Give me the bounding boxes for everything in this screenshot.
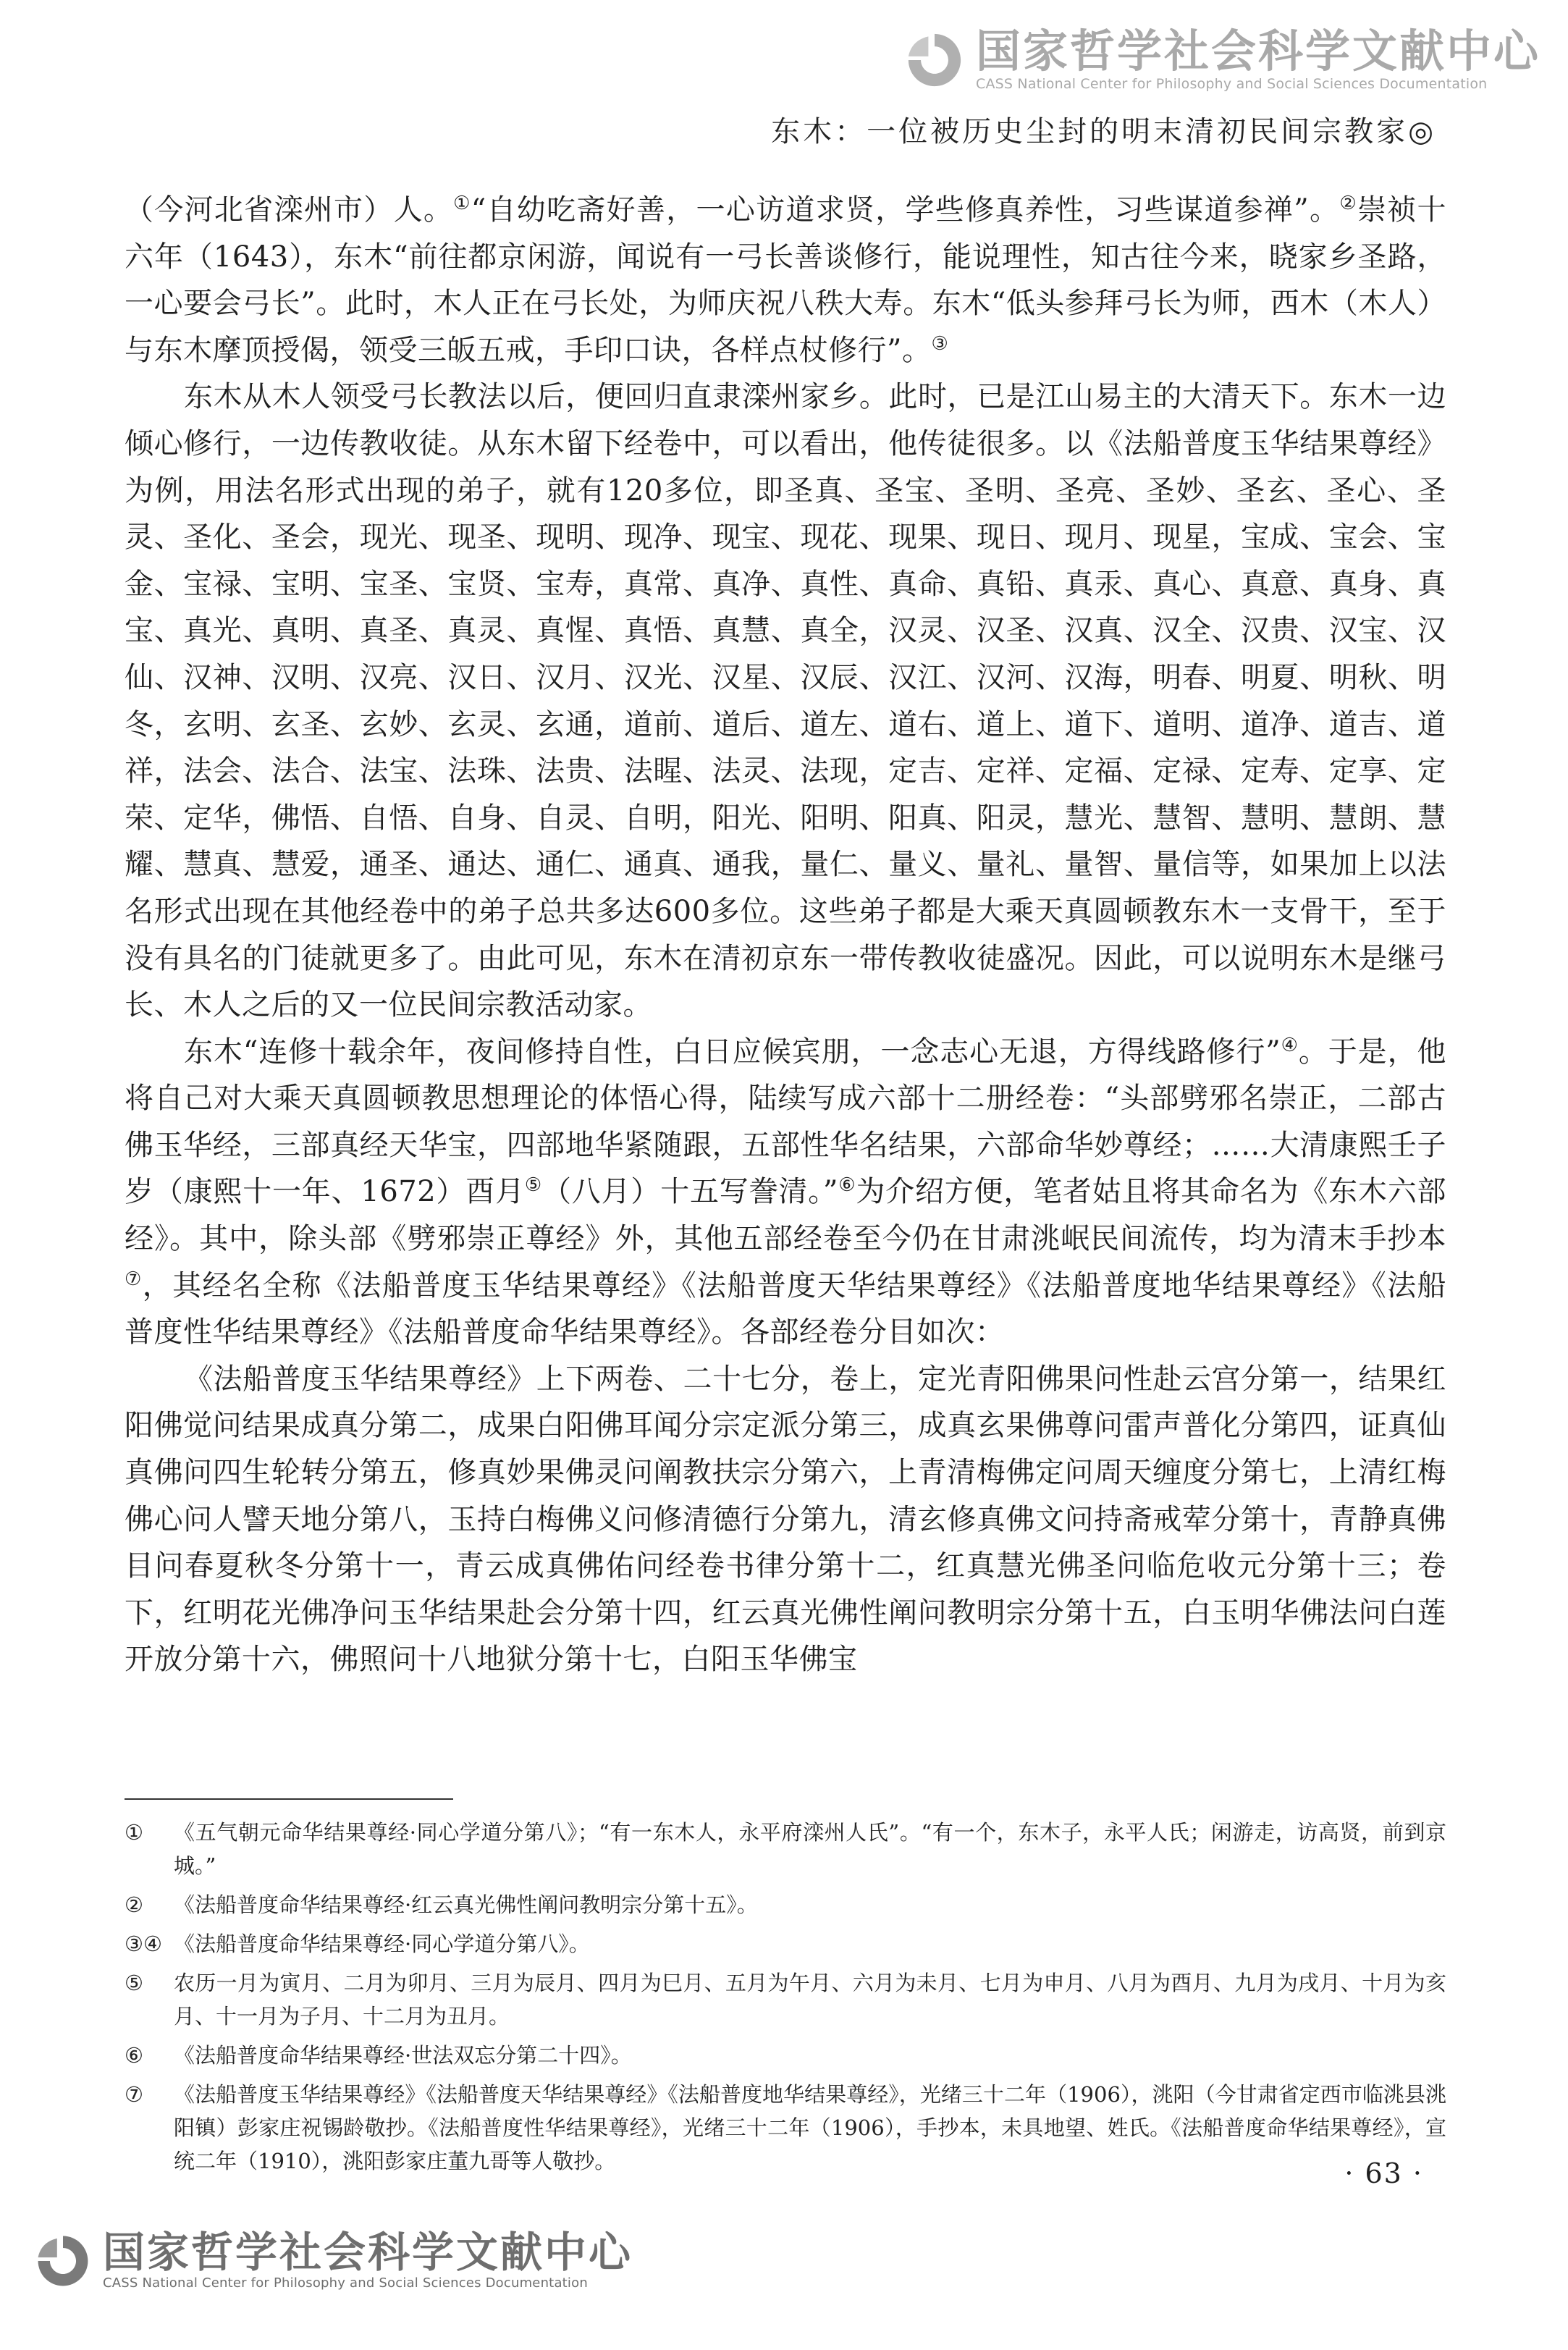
paragraph-text: 。于是，他将自己对大乘天真圆顿教思想理论的体悟心得，陆续写成六部十二册经卷：“头部劈邪名崇正，二部古佛玉华经，三部真经天华宝，四部地华紧随跟，五部性华名结果，六部命华妙尊经；……大清康熙壬子岁（康熙十一年、1672）酉月 (125, 1035, 1446, 1209)
footnote-item (125, 2078, 1446, 2178)
footnote-item (125, 2039, 1446, 2072)
footnote-mark: ② (125, 1892, 143, 1917)
footnote-ref[interactable]: ④ (1281, 1034, 1299, 1056)
footnote-ref[interactable]: ① (453, 193, 471, 214)
footnote-ref[interactable]: ⑤ (524, 1174, 542, 1197)
paragraph-text: （今河北省滦州市）人。 (125, 193, 454, 227)
footnote-item (125, 1927, 1446, 1961)
logo-title-en: CASS National Center for Philosophy and Social Sciences Documentation (103, 2275, 588, 2291)
body-paragraph (125, 187, 1446, 374)
running-head: 东木：一位被历史尘封的明末清初民间宗教家◎ (771, 115, 1436, 148)
footnote-text: 《法船普度命华结果尊经·世法双忘分第二十四》。 (174, 2043, 632, 2068)
footnote-item (125, 1966, 1446, 2033)
footnote-mark: ⑤ (125, 1971, 143, 1995)
logo-title-cn: 国家哲学社会科学文献中心 (103, 2228, 633, 2277)
paragraph-text: 为介绍方便，笔者姑且将其命名为《东木六部经》。其中，除头部《劈邪崇正尊经》外，其他五部经卷至今仍在甘肃洮岷民间流传，均为清末手抄本 (125, 1175, 1447, 1256)
page-number: · 63 · (1344, 2157, 1423, 2189)
logo-title-en: CASS National Center for Philosophy and Social Sciences Documentation (975, 76, 1488, 92)
footnote-mark: ⑦ (125, 2082, 143, 2107)
footnote-ref[interactable]: ② (1339, 193, 1357, 214)
cass-logo-icon (33, 2231, 93, 2291)
footnote-item (125, 1888, 1446, 1921)
paragraph-text: 东木“连修十载余年，夜间修持自性，白日应候宾朋，一念志心无退，方得线路修行” (184, 1035, 1281, 1069)
footnote-ref[interactable]: ③ (931, 332, 949, 355)
footnote-text: 《五气朝元命华结果尊经·同心学道分第八》；“有一东木人，永平府滦州人氏”。“有一个，东木子，永平人氏；闲游走，访高贤，前到京城。” (174, 1820, 1446, 1878)
paragraph-text: ，其经名全称《法船普度玉华结果尊经》《法船普度天华结果尊经》《法船普度地华结果尊经》《法船普度性华结果尊经》《法船普度命华结果尊经》。各部经卷分目如次： (125, 1268, 1447, 1349)
footnote-item (125, 1816, 1446, 1882)
body-paragraph (125, 374, 1446, 1028)
footer-logo (33, 2230, 633, 2292)
paragraph-text: （八月）十五写誊清。” (542, 1175, 838, 1209)
footnote-mark: ③④ (125, 1932, 162, 1956)
footnote-ref[interactable]: ⑦ (125, 1268, 143, 1290)
footnote-ref[interactable]: ⑥ (838, 1174, 856, 1197)
paragraph-text: “自幼吃斋好善，一心访道求贤，学些修真养性，习些谋道参禅”。 (471, 193, 1340, 227)
paragraph-text: 东木从木人领受弓长教法以后，便回归直隶滦州家乡。此时，已是江山易主的大清天下。东木一边倾心修行，一边传教收徒。从东木留下经卷中，可以看出，他传徒很多。以《法船普度玉华结果尊经》为例，用法名形式出现的弟子，就有120多位，即圣真、圣宝、圣明、圣亮、圣妙、圣玄、圣心、圣灵、圣化、圣会，现光、现圣、现明、现净、现宝、现花、现果、现日、现月、现星，宝成、宝会、宝金、宝禄、宝明、宝圣、宝贤、宝寿，真常、真净、真性、真命、真铅、真汞、真心、真意、真身、真宝、真光、真明、真圣、真灵、真惺、真悟、真慧、真全，汉灵、汉圣、汉真、汉全、汉贵、汉宝、汉仙、汉神、汉明、汉亮、汉日、汉月、汉光、汉星、汉辰、汉江、汉河、汉海，明春、明夏、明秋、明冬，玄明、玄圣、玄妙、玄灵、玄通，道前、道后、道左、道右、道上、道下、道明、道净、道吉、道祥，法会、法合、法宝、法珠、法贵、法睲、法灵、法现，定吉、定祥、定福、定禄、定寿、定享、定荣、定华，佛悟、自悟、自身、自灵、自明，阳光、阳明、阳真、阳灵，慧光、慧智、慧明、慧朗、慧耀、慧真、慧爱，通圣、通达、通仁、通真、通我，量仁、量义、量礼、量智、量信等，如果加上以法名形式出现在其他经卷中的弟子总共多达600多位。这些弟子都是大乘天真圆顿教东木一支骨干，至于没有具名的门徒就更多了。由此可见，东木在清初京东一带传教收徒盛况。因此，可以说明东木是继弓长、木人之后的又一位民间宗教活动家。 (125, 380, 1446, 1022)
footnote-text: 《法船普度命华结果尊经·红云真光佛性阐问教明宗分第十五》。 (174, 1892, 758, 1917)
body-paragraph (125, 1029, 1446, 1356)
logo-title-cn: 国家哲学社会科学文献中心 (975, 25, 1540, 77)
footnote-text: 《法船普度命华结果尊经·同心学道分第八》。 (174, 1932, 590, 1956)
paragraph-text: 《法船普度玉华结果尊经》上下两卷、二十七分，卷上，定光青阳佛果问性赴云宫分第一，结果红阳佛觉问结果成真分第二，成果白阳佛耳闻分宗定派分第三，成真玄果佛尊问雷声普化分第四，证真仙真佛问四生轮转分第五，修真妙果佛灵问阐教扶宗分第六，上青清梅佛定问周天缠度分第七，上清红梅佛心问人譬天地分第八，玉持白梅佛义问修清德行分第九，清玄修真佛文问持斋戒荤分第十，青静真佛目问春夏秋冬分第十一，青云成真佛佑问经卷书律分第十二，红真慧光佛圣问临危收元分第十三；卷下，红明花光佛净问玉华结果赴会分第十四，红云真光佛性阐问教明宗分第十五，白玉明华佛法问白莲开放分第十六，佛照问十八地狱分第十七，白阳玉华佛宝 (125, 1362, 1446, 1677)
footnote-mark: ① (125, 1820, 143, 1845)
footnote-mark: ⑥ (125, 2043, 143, 2068)
footnote-text: 《法船普度玉华结果尊经》《法船普度天华结果尊经》《法船普度地华结果尊经》，光绪三十二年（1906），洮阳（今甘肃省定西市临洮县洮阳镇）彭家庄祝锡龄敬抄。《法船普度性华结果尊经》，光绪三十二年（1906），手抄本，未具地望、姓氏。《法船普度命华结果尊经》，宣统二年（1910），洮阳彭家庄董九哥等人敬抄。 (174, 2082, 1446, 2173)
footnote-divider (125, 1798, 453, 1800)
cass-logo-icon (903, 29, 966, 91)
footnote-text: 农历一月为寅月、二月为卯月、三月为辰月、四月为巳月、五月为午月、六月为未月、七月为申月、八月为酉月、九月为戌月、十月为亥月、十一月为子月、十二月为丑月。 (174, 1971, 1446, 2029)
footnotes (125, 1816, 1446, 2183)
body-paragraph (125, 1356, 1446, 1683)
header-logo (903, 25, 1540, 93)
article-body (125, 187, 1446, 1683)
paragraph-text: 崇祯十六年（1643），东木“前往都京闲游，闻说有一弓长善谈修行，能说理性，知古往今来，晓家乡圣路，一心要会弓长”。此时，木人正在弓长处，为师庆祝八秩大寿。东木“低头参拜弓长为师，西木（木人）与东木摩顶授偈，领受三皈五戒，手印口诀，各样点杖修行”。 (125, 193, 1447, 367)
